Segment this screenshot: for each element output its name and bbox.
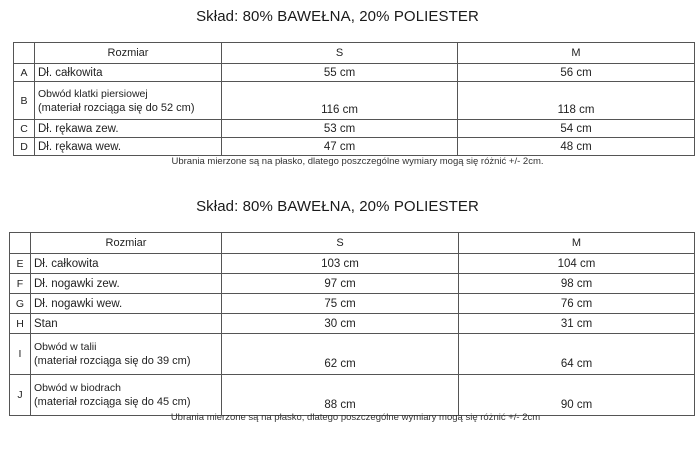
row-label-line2: (materiał rozciąga się do 52 cm) (38, 101, 195, 114)
row-label: Dł. nogawki wew. (31, 294, 222, 314)
value-m: 104 cm (459, 254, 695, 274)
table-row (10, 254, 695, 274)
row-label: Dł. całkowita (31, 254, 222, 274)
table-row (14, 64, 695, 82)
value-m: 31 cm (459, 314, 695, 334)
value-s: 103 cm (222, 254, 459, 274)
corner-cell (14, 43, 35, 64)
value-m: 48 cm (458, 138, 695, 156)
value-s: 75 cm (222, 294, 459, 314)
value-m: 56 cm (458, 64, 695, 82)
table-row (14, 82, 695, 120)
row-label (31, 375, 222, 416)
table-header-row (14, 43, 695, 64)
value-m: 90 cm (459, 375, 695, 416)
header-size-m: M (459, 233, 695, 254)
row-letter: F (10, 274, 31, 294)
table-row (10, 334, 695, 375)
row-letter: G (10, 294, 31, 314)
header-rozmiar: Rozmiar (31, 233, 222, 254)
row-label-line2: (materiał rozciąga się do 45 cm) (34, 396, 191, 408)
row-letter: E (10, 254, 31, 274)
table-title: Skład: 80% BAWEŁNA, 20% POLIESTER (196, 198, 479, 215)
table-row (14, 120, 695, 138)
table-row (10, 314, 695, 334)
header-rozmiar: Rozmiar (35, 43, 222, 64)
header-size-s: S (222, 43, 458, 64)
row-letter: A (14, 64, 35, 82)
measurement-note: Ubrania mierzone są na płasko, dlatego poszczególne wymiary mogą się różnić +/- 2cm. (171, 156, 544, 167)
row-label (35, 82, 222, 120)
row-label-line1: Obwód klatki piersiowej (38, 87, 148, 100)
value-s: 30 cm (222, 314, 459, 334)
row-label: Dł. rękawa zew. (35, 120, 222, 138)
row-label: Dł. rękawa wew. (35, 138, 222, 156)
table-header-row (10, 233, 695, 254)
value-m: 98 cm (459, 274, 695, 294)
row-letter: D (14, 138, 35, 156)
row-label-line1: Obwód w biodrach (34, 382, 121, 394)
value-m: 64 cm (459, 334, 695, 375)
value-m: 54 cm (458, 120, 695, 138)
size-table-bottom (9, 232, 695, 416)
row-label: Dł. nogawki zew. (31, 274, 222, 294)
row-letter: H (10, 314, 31, 334)
size-table-top (13, 42, 695, 156)
value-s: 53 cm (222, 120, 458, 138)
row-label: Stan (31, 314, 222, 334)
measurement-note: Ubrania mierzone są na płasko, dlatego poszczególne wymiary mogą się różnić +/- 2cm (170, 412, 541, 423)
header-size-m: M (458, 43, 695, 64)
table-row (14, 138, 695, 156)
row-letter: B (14, 82, 35, 120)
table-row (10, 294, 695, 314)
value-m: 118 cm (458, 82, 695, 120)
value-s: 47 cm (222, 138, 458, 156)
row-label-line1: Obwód w talii (34, 341, 97, 353)
row-letter: J (10, 375, 31, 416)
table-row (10, 375, 695, 416)
row-label (31, 334, 222, 375)
row-label-line2: (materiał rozciąga się do 39 cm) (34, 355, 191, 367)
value-s: 55 cm (222, 64, 458, 82)
corner-cell (10, 233, 31, 254)
value-s: 116 cm (222, 82, 458, 120)
row-letter: C (14, 120, 35, 138)
value-m: 76 cm (459, 294, 695, 314)
table-title: Skład: 80% BAWEŁNA, 20% POLIESTER (196, 8, 479, 25)
row-label: Dł. całkowita (35, 64, 222, 82)
header-size-s: S (222, 233, 459, 254)
table-row (10, 274, 695, 294)
value-s: 62 cm (222, 334, 459, 375)
value-s: 88 cm (222, 375, 459, 416)
value-s: 97 cm (222, 274, 459, 294)
row-letter: I (10, 334, 31, 375)
